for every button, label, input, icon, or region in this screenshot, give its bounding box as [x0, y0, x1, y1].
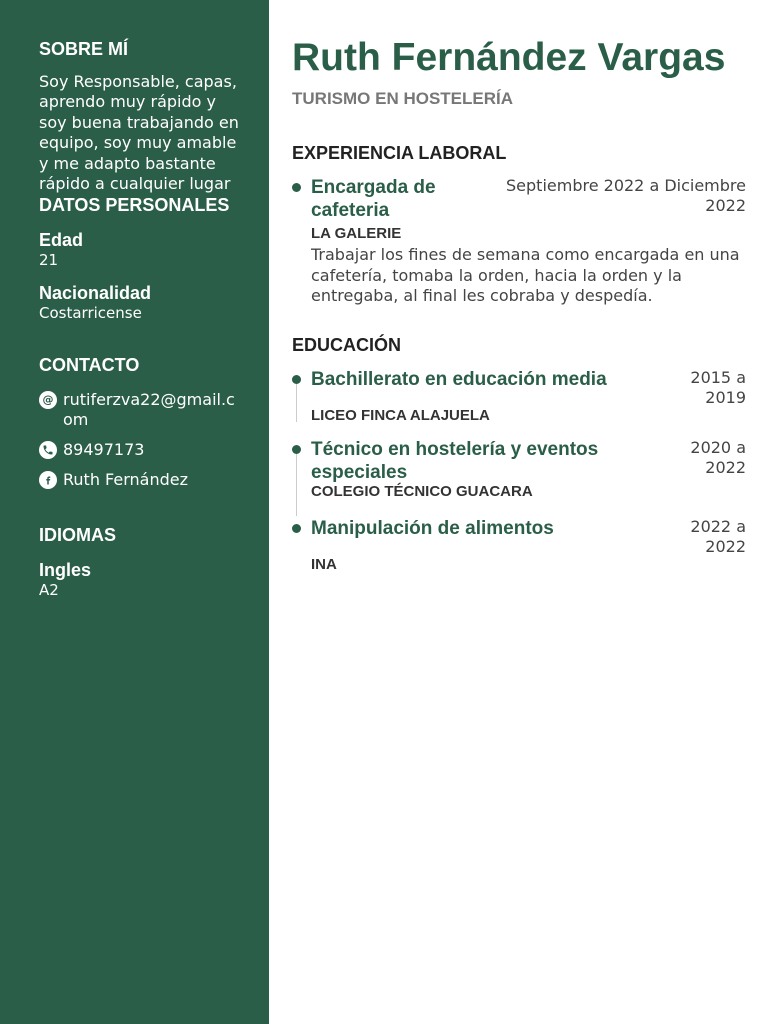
entry-description: Trabajar los fines de semana como encargada en una cafetería, tomaba la orden, hacia la orden y la entregaba, al final les cobraba y despedía. — [311, 245, 740, 305]
languages-section — [39, 524, 243, 599]
languages-heading: IDIOMAS — [39, 525, 117, 546]
candidate-name: Ruth Fernández Vargas — [292, 36, 726, 79]
education-entry — [292, 438, 746, 500]
entry-organization: INA — [311, 555, 337, 573]
personal-heading: DATOS PERSONALES — [39, 195, 230, 216]
entry-header — [311, 176, 746, 222]
experience-heading: EXPERIENCIA LABORAL — [292, 143, 507, 163]
contact-email[interactable] — [39, 390, 243, 430]
phone-icon — [39, 441, 57, 459]
personal-field-age — [39, 229, 243, 269]
entry-organization: LICEO FINCA ALAJUELA — [311, 406, 490, 424]
entry-title: Bachillerato en educación media — [311, 368, 607, 390]
entry-organization: LA GALERIE — [311, 225, 402, 242]
field-label: Nacionalidad — [39, 283, 152, 304]
bullet-dot — [292, 445, 301, 454]
entry-header — [311, 517, 746, 557]
entry-header — [311, 368, 746, 408]
at-icon: @ — [39, 391, 57, 409]
about-heading: SOBRE MÍ — [39, 39, 129, 59]
contact-phone-text: 89497173 — [63, 440, 145, 460]
bullet-dot — [292, 183, 301, 192]
education-heading: EDUCACIÓN — [292, 334, 402, 355]
contact-section — [39, 354, 243, 490]
education-section — [292, 335, 746, 573]
personal-field-nationality — [39, 282, 243, 322]
entry-organization: COLEGIO TÉCNICO GUACARA — [311, 482, 533, 500]
contact-facebook-text: Ruth Fernández — [63, 470, 188, 490]
language-level: A2 — [39, 581, 59, 600]
field-value: Costarricense — [39, 304, 142, 323]
bullet-dot — [292, 375, 301, 384]
language-label: Ingles — [39, 560, 92, 581]
contact-email-text: rutiferzva22@gmail.com — [63, 390, 235, 430]
personal-section — [39, 194, 243, 322]
entry-date: Septiembre 2022 a Diciembre 2022 — [506, 176, 746, 215]
experience-section — [292, 143, 746, 307]
entry-date: 2015 a 2019 — [690, 367, 746, 407]
education-entry — [292, 368, 746, 424]
facebook-icon — [39, 471, 57, 489]
experience-entry — [292, 176, 746, 307]
contact-heading: CONTACTO — [39, 355, 140, 376]
field-label: Edad — [39, 230, 84, 251]
about-text: Soy Responsable, capas, aprendo muy rápido y soy buena trabajando en equipo, soy muy amable y me adapto bastante rápido a cualquier lugar — [39, 72, 239, 194]
timeline-line — [296, 384, 297, 422]
education-entry — [292, 517, 746, 573]
sidebar — [0, 0, 269, 1024]
field-value: 21 — [39, 251, 59, 270]
about-section — [39, 38, 243, 194]
contact-facebook[interactable] — [39, 470, 243, 490]
bullet-dot — [292, 524, 301, 533]
entry-header — [311, 438, 746, 484]
entry-date: 2020 a 2022 — [690, 437, 746, 477]
entry-title: Técnico en hostelería y eventos especiales — [311, 438, 599, 483]
candidate-title: TURISMO EN HOSTELERÍA — [292, 89, 514, 108]
entry-date: 2022 a 2022 — [690, 516, 746, 556]
timeline-line — [296, 454, 297, 516]
entry-title: Encargada de cafeteria — [311, 177, 436, 221]
entry-title: Manipulación de alimentos — [311, 517, 554, 539]
main-content — [292, 0, 746, 573]
contact-phone[interactable] — [39, 440, 243, 460]
